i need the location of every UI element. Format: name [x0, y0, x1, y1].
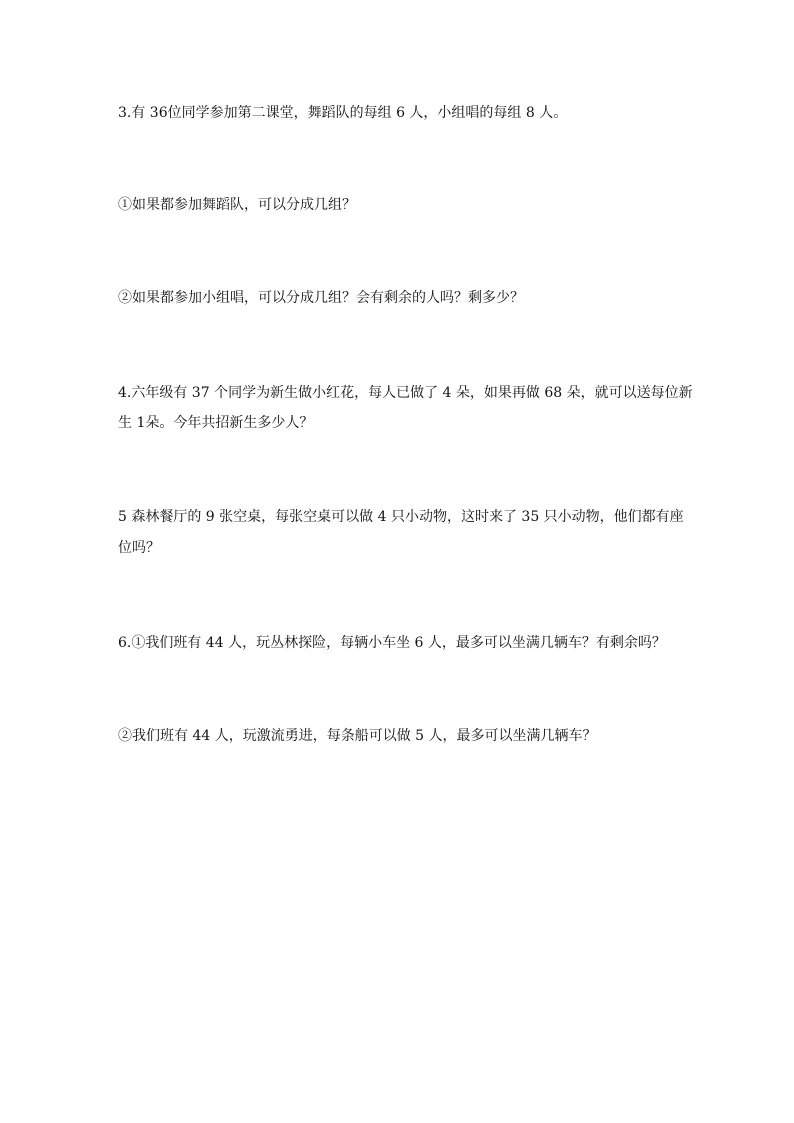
question-3-stem: 3.有 36位同学参加第二课堂，舞蹈队的每组 6 人，小组唱的每组 8 人。 — [118, 105, 568, 121]
question-4-line-1: 4.六年级有 37 个同学为新生做小红花，每人已做了 4 朵，如果再做 68 朵，就可以送每位新 — [118, 385, 693, 401]
question-6-part-1: 6.①我们班有 44 人，玩丛林探险，每辆小车坐 6 人，最多可以坐满几辆车？有剩余吗？ — [118, 635, 666, 651]
question-3-part-2: ②如果都参加小组唱，可以分成几组？会有剩余的人吗？剩多少？ — [118, 290, 524, 306]
question-5-line-2: 位吗？ — [118, 540, 160, 556]
question-3-part-1: ①如果都参加舞蹈队，可以分成几组？ — [118, 197, 356, 213]
question-6-part-2: ②我们班有 44 人，玩激流勇进，每条船可以做 5 人，最多可以坐满几辆车？ — [118, 728, 597, 744]
question-4-line-2: 生 1朵。今年共招新生多少人？ — [118, 415, 314, 431]
question-5-line-1: 5 森林餐厅的 9 张空桌，每张空桌可以做 4 只小动物，这时来了 35 只小动物，他们都有座 — [118, 509, 684, 525]
